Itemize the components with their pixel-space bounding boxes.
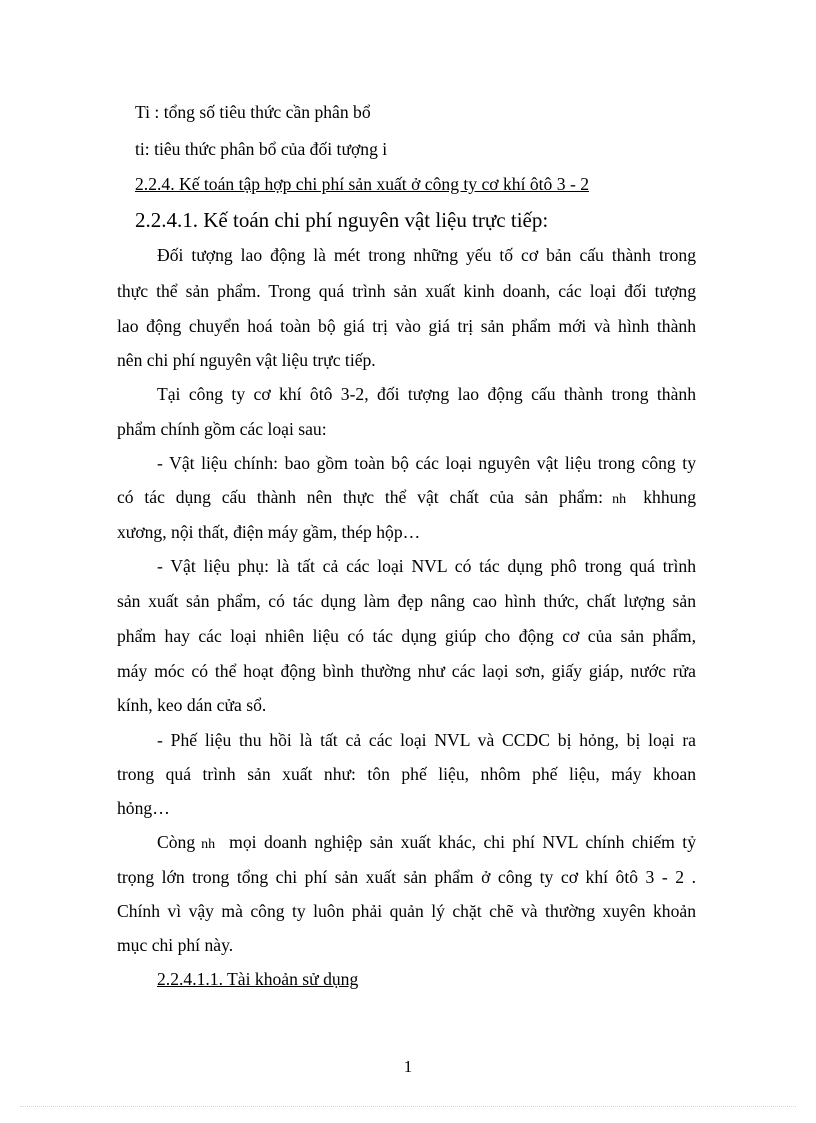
text-segment: Còng <box>157 832 196 852</box>
paragraph-line: xương, nội thất, điện máy gầm, thép hộp… <box>117 522 421 542</box>
inline-subscript-text: nh <box>201 837 216 852</box>
subsubsection-heading: 2.2.4.1.1. Tài khoản sử dụng <box>157 969 359 989</box>
page-number: 1 <box>403 1057 413 1076</box>
paragraph-line <box>157 834 696 852</box>
paragraph-line: hỏng… <box>117 798 170 818</box>
paragraph-line: lao động chuyển hoá toàn bộ giá trị vào giá trị sản phẩm mới và hình thành <box>117 316 696 336</box>
paragraph-line: nên chi phí nguyên vật liệu trực tiếp. <box>117 350 376 370</box>
text-segment: khhung <box>643 487 696 507</box>
paragraph-line: Chính vì vậy mà công ty luôn phải quản lý chặt chẽ và thường xuyên khoản <box>117 901 696 921</box>
paragraph-line: - Phế liệu thu hồi là tất cả các loại NVL và CCDC bị hỏng, bị loại ra <box>157 730 696 750</box>
paragraph-line: Đối tượng lao động là mét trong những yếu tố cơ bản cấu thành trong <box>157 245 696 265</box>
page-bottom-border <box>20 1106 796 1107</box>
paragraph-line: thực thể sản phẩm. Trong quá trình sản xuất kinh doanh, các loại đối tượng <box>117 281 696 301</box>
paragraph-line <box>117 489 696 507</box>
paragraph-line: sản xuất sản phẩm, có tác dụng làm đẹp nâng cao hình thức, chất lượng sản <box>117 591 696 611</box>
paragraph-line: mục chi phí này. <box>117 935 234 955</box>
paragraph-line: Tại công ty cơ khí ôtô 3-2, đối tượng lao động cấu thành trong thành <box>157 384 696 404</box>
text-line: ti: tiêu thức phân bổ của đối tượng i <box>135 139 388 159</box>
section-heading: 2.2.4. Kế toán tập hợp chi phí sản xuất ở công ty cơ khí ôtô 3 - 2 <box>135 174 589 194</box>
paragraph-line: kính, keo dán cửa sổ. <box>117 695 267 715</box>
paragraph-line: phẩm hay các loại nhiên liệu có tác dụng giúp cho động cơ của sản phẩm, <box>117 626 696 646</box>
paragraph-line: - Vật liệu chính: bao gồm toàn bộ các loại nguyên vật liệu trong công ty <box>157 453 696 473</box>
subsection-heading: 2.2.4.1. Kế toán chi phí nguyên vật liệu trực tiếp: <box>135 208 549 232</box>
text-segment: có tác dụng cấu thành nên thực thể vật chất của sản phẩm: <box>117 487 603 507</box>
inline-subscript-text: nh <box>612 492 627 507</box>
paragraph-line: trọng lớn trong tổng chi phí sản xuất sản phẩm ở công ty cơ khí ôtô 3 - 2 . <box>117 867 696 887</box>
text-line: Ti : tổng số tiêu thức cần phân bổ <box>135 102 371 122</box>
text-segment: mọi doanh nghiệp sản xuất khác, chi phí NVL chính chiếm tỷ <box>229 832 696 852</box>
paragraph-line: trong quá trình sản xuất như: tôn phế liệu, nhôm phế liệu, máy khoan <box>117 764 696 784</box>
paragraph-line: - Vật liệu phụ: là tất cả các loại NVL có tác dụng phô trong quá trình <box>157 556 696 576</box>
paragraph-line: máy móc có thể hoạt động bình thường như các laọi sơn, giấy giáp, nước rửa <box>117 661 696 681</box>
paragraph-line: phẩm chính gồm các loại sau: <box>117 419 327 439</box>
